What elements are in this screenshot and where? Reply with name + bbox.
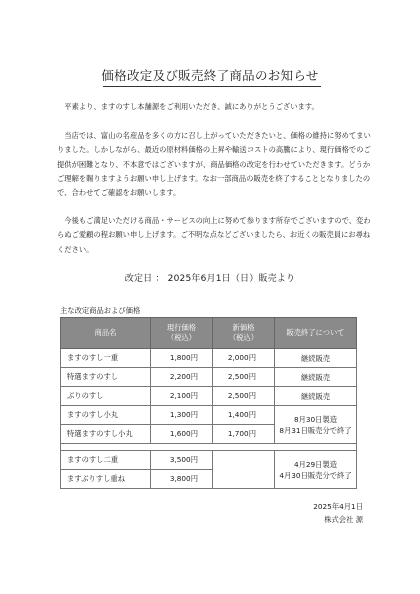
table-spacer-row	[61, 444, 357, 451]
product-name: ますのすし小丸	[61, 406, 151, 425]
header-end: 販売終了について	[275, 318, 357, 349]
product-name: ぶりのすし	[61, 387, 151, 406]
table-row	[61, 387, 357, 406]
greeting-paragraph: 平素より、ますのすし本舗源をご利用いただき、誠にありがとうございます。	[64, 102, 319, 111]
header-name: 商品名	[61, 318, 151, 349]
current-price: 3,500円	[151, 451, 213, 470]
end-status: 継続販売	[275, 349, 357, 368]
table-row	[61, 368, 357, 387]
current-price: 2,100円	[151, 387, 213, 406]
current-price: 3,800円	[151, 470, 213, 489]
current-price: 1,800円	[151, 349, 213, 368]
end-status-group-a: 8月30日製造 8月31日販売分で終了	[275, 406, 357, 444]
header-new-price: 新価格 （税込）	[213, 318, 275, 349]
product-name: ますぶりすし重ね	[61, 470, 151, 489]
explanation-paragraph: 当店では、富山の名産品を多くの方に召し上がっていただきたいと、価格の維持に努めてまいりました。しかしながら、最近の原材料価格の上昇や輸送コストの高騰により、現行価格でのご提供が困難となり、不本意ではございますが、商品価格の改定を行わせていただきます。どうかご理解を賜りますようお願い申し上げます。なお一部商品の販売を終了することとなりましたので、合わせてご確認をお願いします。	[57, 131, 371, 198]
end-status: 継続販売	[275, 387, 357, 406]
new-price: 1,700円	[213, 425, 275, 444]
table-row	[61, 406, 357, 425]
title-underline	[103, 86, 321, 87]
new-price: 2,500円	[213, 368, 275, 387]
issue-date: 2025年4月1日	[313, 502, 363, 511]
closing-paragraph: 今後もご満足いただける商品・サービスの向上に努めて参ります所存でございますので、変わらぬご愛顧の程お願い申し上げます。ご不明な点などございましたら、お近くの販売員にお尋ねください。	[57, 216, 371, 254]
new-price: 2,000円	[213, 349, 275, 368]
new-price: 1,400円	[213, 406, 275, 425]
company-name: 株式会社 源	[324, 515, 363, 524]
table-caption: 主な改定商品および価格	[60, 306, 141, 315]
page-title: 価格改定及び販売終了商品のお知らせ	[101, 68, 319, 83]
current-price: 1,300円	[151, 406, 213, 425]
current-price: 2,200円	[151, 368, 213, 387]
new-price-empty	[213, 451, 275, 489]
product-name: ますのすし一重	[61, 349, 151, 368]
table-header-row	[61, 318, 357, 349]
product-name: 特選ますのすし小丸	[61, 425, 151, 444]
price-table	[60, 317, 357, 489]
product-name: ますのすし二重	[61, 451, 151, 470]
current-price: 1,600円	[151, 425, 213, 444]
table-row	[61, 451, 357, 470]
end-status-group-b: 4月29日製造 4月30日販売分で終了	[275, 451, 357, 489]
header-current-price: 現行価格 （税込）	[151, 318, 213, 349]
revision-date-line: 改定日 ： 2025年6月1日（日）販売より	[124, 274, 296, 284]
product-name: 特選ますのすし	[61, 368, 151, 387]
table-row	[61, 349, 357, 368]
end-status: 継続販売	[275, 368, 357, 387]
new-price: 2,500円	[213, 387, 275, 406]
